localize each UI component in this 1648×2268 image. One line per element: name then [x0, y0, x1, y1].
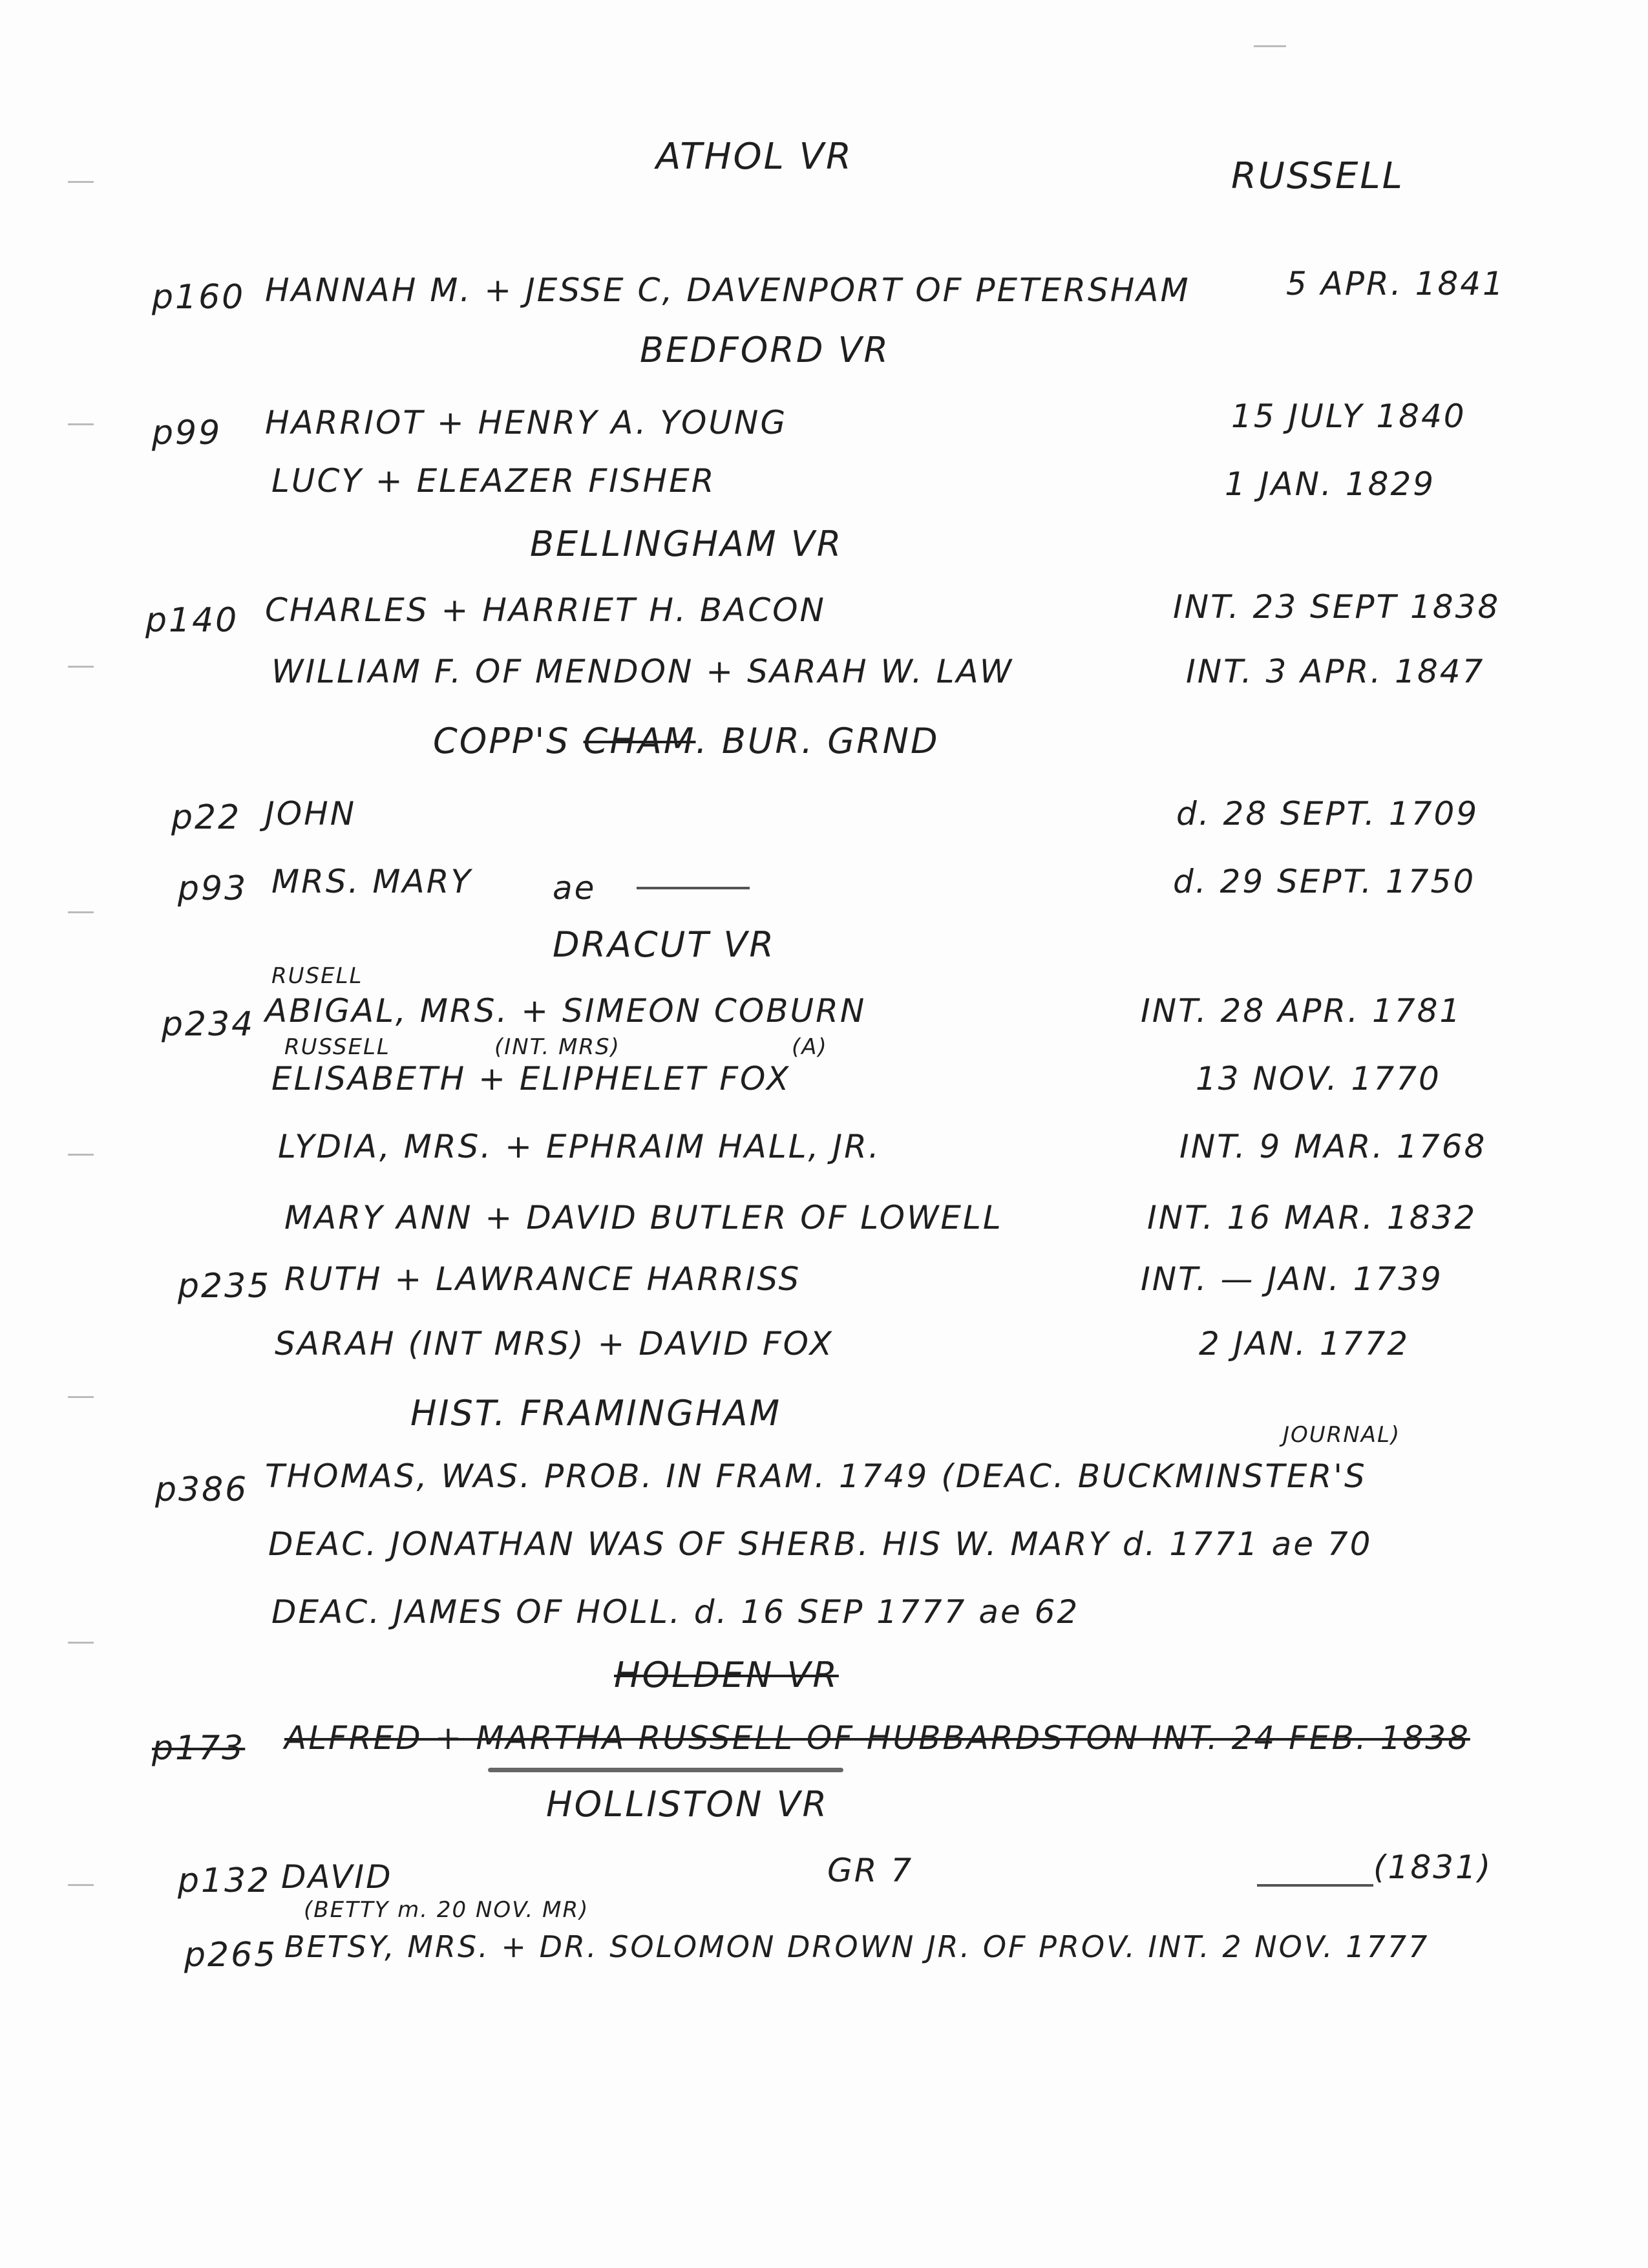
entry-text: BETSY, MRS. + DR. SOLOMON DROWN JR. OF PROV. INT. 2 NOV. 1777 [284, 1929, 1430, 1964]
entry-text: WILLIAM F. OF MENDON + SARAH W. LAW [271, 653, 1014, 690]
annotation-above: (BETTY m. 20 NOV. MR) [304, 1897, 589, 1923]
page-ref: p160 [152, 278, 246, 317]
age-note: ae [553, 869, 597, 907]
source-heading: HOLLISTON VR [546, 1784, 829, 1825]
entry-text: DEAC. JAMES OF HOLL. d. 16 SEP 1777 ae 62 [271, 1593, 1080, 1631]
blank-line [637, 887, 750, 889]
margin-tick [68, 181, 94, 183]
annotation-above: (A) [792, 1034, 828, 1060]
entry-date: INT. — JAN. 1739 [1141, 1260, 1443, 1298]
source-heading: HIST. FRAMINGHAM [410, 1393, 782, 1434]
annotation-above: RUSELL [271, 963, 363, 989]
page-ref: p132 [178, 1861, 271, 1900]
entry-date: d. 29 SEPT. 1750 [1173, 863, 1476, 900]
page-ref: p234 [162, 1005, 255, 1044]
gr-note: GR 7 [827, 1852, 914, 1889]
struck-source-heading: HOLDEN VR [614, 1655, 839, 1695]
entry-text: CHARLES + HARRIET H. BACON [265, 591, 826, 629]
entry-date: INT. 16 MAR. 1832 [1147, 1199, 1477, 1236]
page-ref: p386 [155, 1470, 249, 1509]
entry-text: HARRIOT + HENRY A. YOUNG [265, 404, 788, 441]
entry-text: DEAC. JONATHAN WAS OF SHERB. HIS W. MARY d. 1771 ae 70 [268, 1525, 1373, 1563]
entry-text: LUCY + ELEAZER FISHER [271, 462, 716, 500]
underline-mark [488, 1768, 843, 1772]
surname-heading: RUSSELL [1231, 155, 1404, 197]
entry-text: ABIGAL, MRS. + SIMEON COBURN [265, 992, 867, 1030]
annotation-above: RUSSELL [284, 1034, 390, 1060]
entry-date: d. 28 SEPT. 1709 [1176, 795, 1479, 832]
entry-date: 5 APR. 1841 [1286, 265, 1505, 302]
source-heading-part: . BUR. GRND [695, 721, 940, 761]
page-ref: p99 [152, 414, 222, 452]
margin-tick [68, 1642, 94, 1644]
entry-text: HANNAH M. + JESSE C, DAVENPORT OF PETERSHAM [265, 271, 1190, 309]
page-ref: p22 [171, 798, 242, 837]
margin-tick [68, 666, 94, 668]
entry-date: (1831) [1373, 1849, 1493, 1886]
page-ref: p173 [152, 1729, 246, 1768]
entry-text: DAVID [281, 1858, 393, 1896]
margin-tick [68, 911, 94, 913]
entry-text: LYDIA, MRS. + EPHRAIM HALL, JR. [278, 1128, 881, 1165]
source-heading: BELLINGHAM VR [530, 524, 843, 564]
entry-text: ELISABETH + ELIPHELET FOX [271, 1060, 791, 1097]
margin-tick [68, 1396, 94, 1398]
entry-date: INT. 28 APR. 1781 [1141, 992, 1463, 1030]
annotation-above: JOURNAL) [1283, 1422, 1401, 1448]
source-heading: BEDFORD VR [640, 330, 891, 370]
entry-date: INT. 3 APR. 1847 [1186, 653, 1485, 690]
page-ref: p235 [178, 1267, 271, 1306]
margin-tick [68, 1884, 94, 1886]
entry-date: INT. 23 SEPT 1838 [1173, 588, 1501, 626]
source-heading [433, 721, 940, 761]
struck-entry: ALFRED + MARTHA RUSSELL OF HUBBARDSTON INT. 24 FEB. 1838 [284, 1719, 1470, 1757]
entry-text: JOHN [265, 795, 357, 832]
source-heading: DRACUT VR [553, 924, 776, 965]
page-ref: p140 [145, 601, 239, 640]
entry-text: RUTH + LAWRANCE HARRISS [284, 1260, 801, 1298]
entry-text: SARAH (INT MRS) + DAVID FOX [275, 1325, 834, 1362]
entry-text: THOMAS, WAS. PROB. IN FRAM. 1749 (DEAC. BUCKMINSTER'S [265, 1457, 1367, 1495]
page-title: ATHOL VR [656, 136, 853, 178]
page-ref: p93 [178, 869, 248, 908]
blank-line [1257, 1884, 1373, 1887]
entry-date: 13 NOV. 1770 [1196, 1060, 1441, 1097]
entry-date: 2 JAN. 1772 [1199, 1325, 1410, 1362]
margin-tick [68, 1154, 94, 1156]
entry-text: MARY ANN + DAVID BUTLER OF LOWELL [284, 1199, 1003, 1236]
page-ref: p265 [184, 1936, 278, 1975]
margin-tick [68, 423, 94, 425]
entry-text: MRS. MARY [271, 863, 473, 900]
annotation-above: (INT. MRS) [494, 1034, 620, 1060]
corner-mark [1254, 45, 1286, 47]
entry-date: 1 JAN. 1829 [1225, 465, 1436, 503]
entry-date: INT. 9 MAR. 1768 [1179, 1128, 1487, 1165]
source-heading-part: COPP'S [433, 721, 571, 761]
entry-date: 15 JULY 1840 [1231, 397, 1466, 435]
struck-word: CHAM [583, 721, 696, 761]
